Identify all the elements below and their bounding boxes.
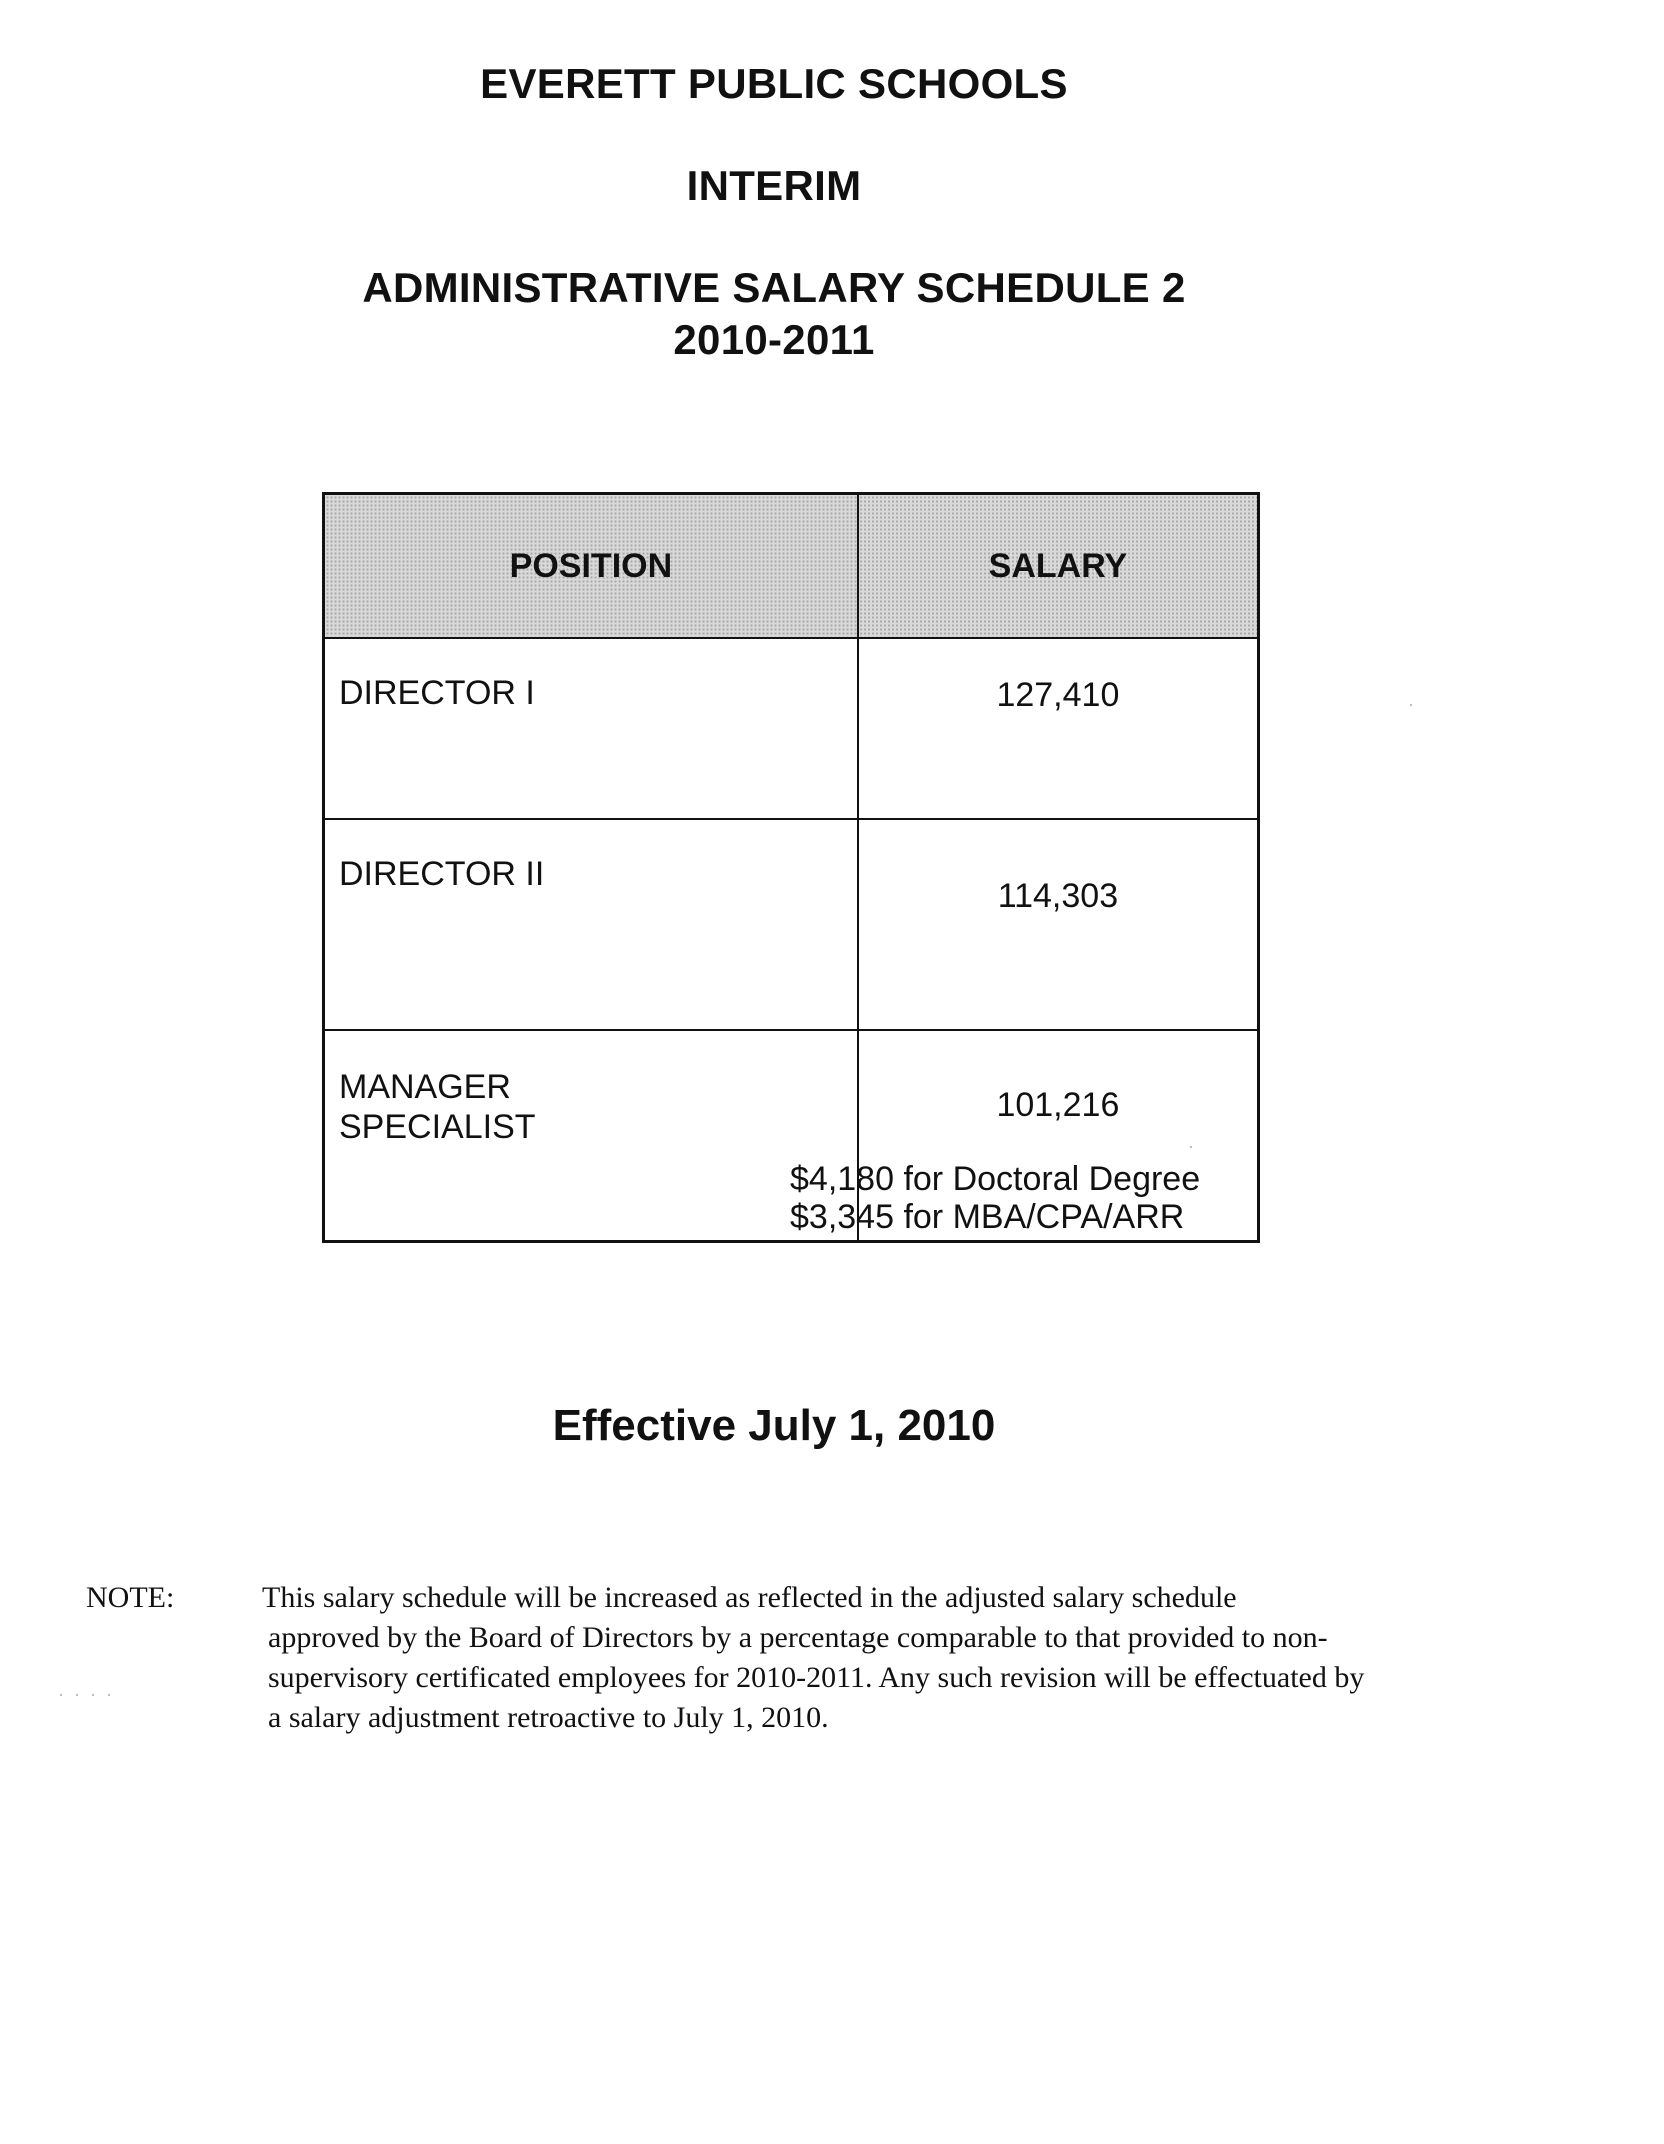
table-row bbox=[324, 638, 1259, 819]
position-name: DIRECTOR II bbox=[339, 855, 545, 893]
mba-stipend: $3,345 for MBA/CPA/ARR bbox=[790, 1198, 1185, 1236]
position-cell bbox=[324, 1030, 858, 1242]
salary-cell: 127,410 bbox=[858, 638, 1259, 819]
doctoral-stipend: $4,180 for Doctoral Degree bbox=[790, 1160, 1201, 1198]
schedule-title: ADMINISTRATIVE SALARY SCHEDULE 2 bbox=[362, 264, 1186, 311]
note-line: a salary adjustment retroactive to July 1, 2010. bbox=[268, 1701, 829, 1734]
position-cell bbox=[324, 819, 858, 1030]
table-row bbox=[324, 819, 1259, 1030]
note-line: This salary schedule will be increased as reflected in the adjusted salary schedule bbox=[262, 1581, 1237, 1614]
note-line: supervisory certificated employees for 2010-2011. Any such revision will be effectuated by bbox=[268, 1661, 1365, 1694]
note-label: NOTE: bbox=[86, 1581, 175, 1614]
position-name: MANAGER bbox=[339, 1068, 511, 1106]
scan-speck bbox=[108, 1694, 110, 1696]
degree-stipends bbox=[790, 1160, 1200, 1236]
interim-heading: INTERIM bbox=[686, 162, 862, 209]
scan-speck bbox=[92, 1694, 94, 1696]
position-name: DIRECTOR I bbox=[339, 674, 535, 712]
organization-title: EVERETT PUBLIC SCHOOLS bbox=[480, 60, 1068, 107]
position-cell bbox=[324, 638, 858, 819]
note-text bbox=[262, 1578, 1462, 1738]
school-year: 2010-2011 bbox=[673, 316, 875, 363]
scan-speck bbox=[1410, 704, 1412, 706]
position-name: SPECIALIST bbox=[339, 1108, 536, 1146]
salary-table bbox=[322, 492, 1260, 1243]
scan-speck bbox=[1190, 1146, 1192, 1148]
table-header-row bbox=[324, 494, 1259, 639]
scan-speck bbox=[76, 1694, 78, 1696]
position-column-header: POSITION bbox=[324, 494, 858, 639]
note-line: approved by the Board of Directors by a percentage comparable to that provided to non- bbox=[268, 1621, 1328, 1654]
scan-speck bbox=[60, 1694, 62, 1696]
salary-cell: 101,216 bbox=[858, 1030, 1259, 1242]
salary-cell: 114,303 bbox=[858, 819, 1259, 1030]
effective-date: Effective July 1, 2010 bbox=[552, 1401, 996, 1450]
salary-column-header: SALARY bbox=[858, 494, 1259, 639]
